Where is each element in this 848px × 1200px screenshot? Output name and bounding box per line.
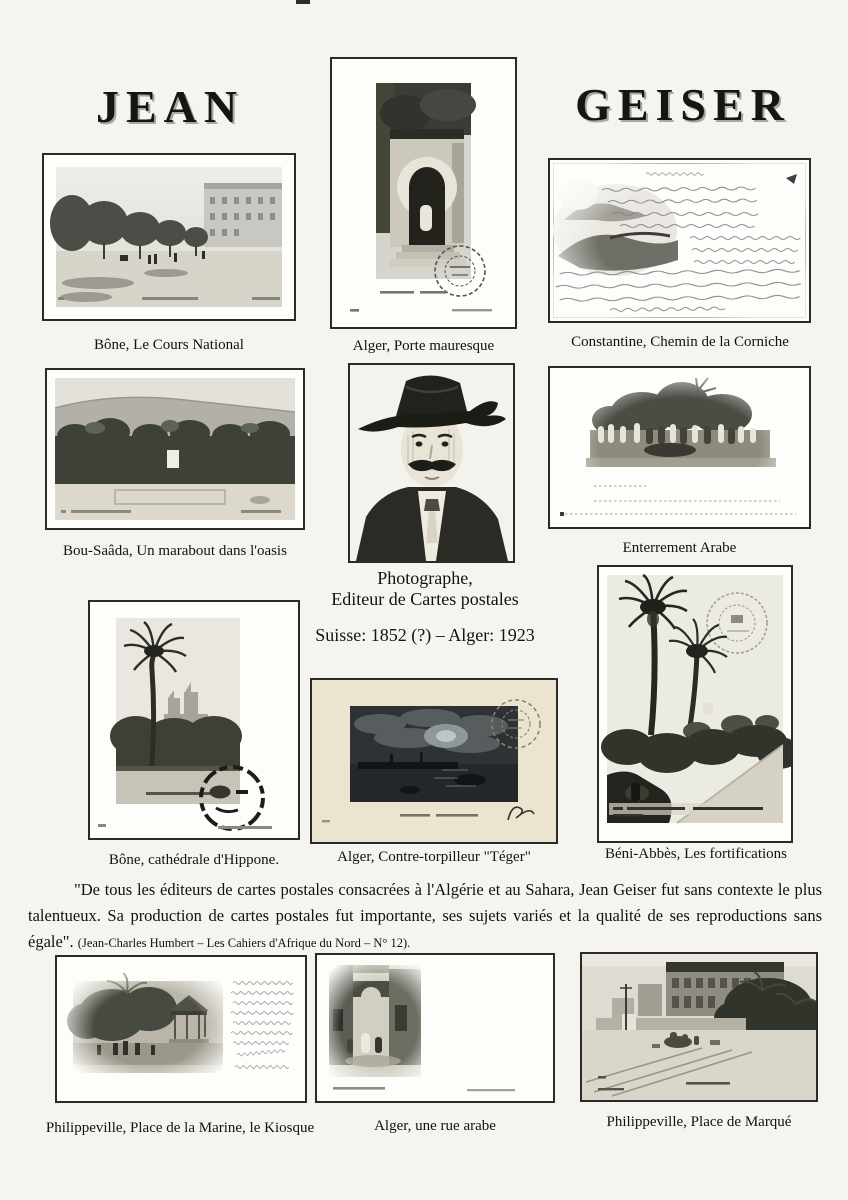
caption-constantine: Constantine, Chemin de la Corniche	[571, 334, 789, 350]
page-title-last-name: GEISER	[575, 79, 791, 130]
bio-dates: Suisse: 1852 (?) – Alger: 1923	[315, 625, 535, 645]
postcard-alger-porte-mauresque	[330, 57, 517, 329]
postcard-constantine-corniche	[548, 158, 811, 323]
postcard-photo-enterrement	[550, 368, 809, 527]
postcard-photo-philippeville-marque	[582, 954, 816, 1100]
postcard-photo-torpilleur	[312, 680, 556, 842]
caption-bone-cours: Bône, Le Cours National	[94, 337, 244, 353]
bio-role-line1: Photographe,	[377, 568, 473, 588]
caption-bone-cathedrale: Bône, cathédrale d'Hippone.	[108, 852, 280, 868]
postcard-alger-rue-arabe	[315, 953, 555, 1103]
caption-beni-abbes: Béni-Abbès, Les fortifications	[604, 846, 788, 862]
biography-block	[275, 568, 575, 646]
postcard-enterrement-arabe	[548, 366, 811, 529]
caption-enterrement: Enterrement Arabe	[622, 540, 737, 556]
page-title-first-name: JEAN	[95, 81, 245, 132]
portrait-engraving	[350, 365, 513, 561]
caption-philippeville-marine: Philippeville, Place de la Marine, le Kiosque	[45, 1120, 315, 1136]
bio-role-line2: Editeur de Cartes postales	[331, 589, 519, 609]
postcard-photo-bone-cathedrale	[90, 602, 298, 838]
postcard-photo-bone-cours	[44, 155, 294, 319]
postcard-bone-cathedrale	[88, 600, 300, 840]
postcard-photo-bou-saada	[47, 370, 303, 528]
quote-attribution: (Jean-Charles Humbert – Les Cahiers d'Afrique du Nord – N° 12).	[77, 936, 411, 951]
jean-geiser-portrait	[348, 363, 515, 563]
caption-alger-torpilleur: Alger, Contre-torpilleur "Téger"	[337, 849, 531, 865]
caption-philippeville-marque: Philippeville, Place de Marqué	[606, 1114, 792, 1130]
postcard-photo-beni-abbes	[599, 567, 791, 841]
postcard-bone-cours-national	[42, 153, 296, 321]
quote-paragraph	[28, 877, 822, 955]
postcard-photo-philippeville-marine	[57, 957, 305, 1101]
postcard-alger-torpilleur	[310, 678, 558, 844]
scan-artifact-mark	[296, 0, 310, 4]
postcard-philippeville-marine	[55, 955, 307, 1103]
caption-bou-saada: Bou-Saâda, Un marabout dans l'oasis	[63, 543, 287, 559]
postcard-bou-saada	[45, 368, 305, 530]
caption-alger-rue: Alger, une rue arabe	[374, 1118, 496, 1134]
quote-text: "De tous les éditeurs de cartes postales consacrées à l'Algérie et au Sahara, Jean Geiser fut sans contexte le plus talentueux. Sa production de cartes postales fut importante, ses sujets variés et la qualité de ses reproductions sans égale".	[28, 880, 822, 952]
handwriting	[231, 982, 293, 1069]
postcard-photo-alger-rue	[317, 955, 553, 1101]
postcard-beni-abbes	[597, 565, 793, 843]
postcard-philippeville-marque	[580, 952, 818, 1102]
postcard-photo-alger-porte	[332, 59, 515, 327]
postcard-photo-constantine	[550, 160, 809, 321]
caption-alger-porte: Alger, Porte mauresque	[352, 338, 495, 354]
